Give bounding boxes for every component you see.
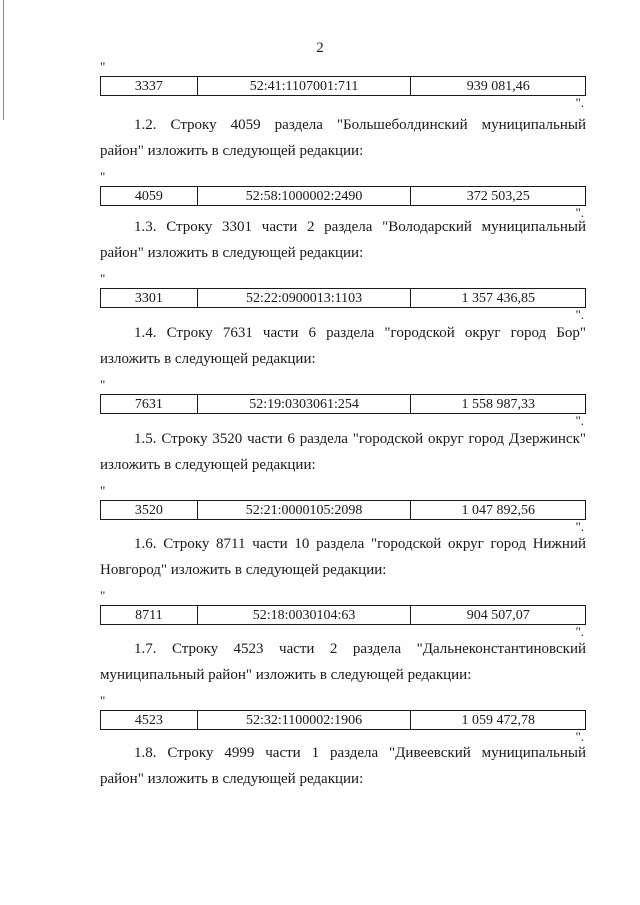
amendment-item-1-4 bbox=[100, 320, 586, 428]
open-quote: " bbox=[100, 271, 106, 286]
paragraph-line-2: изложить в следующей редакции: bbox=[100, 457, 316, 473]
amendment-table-row bbox=[100, 76, 586, 96]
amendment-table-row bbox=[100, 394, 586, 414]
close-quote: ". bbox=[575, 205, 584, 220]
close-quote: ". bbox=[575, 624, 584, 639]
amendment-item-1-7 bbox=[100, 636, 586, 744]
paragraph-line-1: 1.4. Строку 7631 части 6 раздела "городской округ город Бор" bbox=[134, 325, 586, 341]
initial-row-block bbox=[100, 60, 586, 110]
open-quote: " bbox=[100, 588, 106, 603]
paragraph-line-1: 1.2. Строку 4059 раздела "Большеболдинский муниципальный bbox=[134, 117, 586, 133]
row-cadastral-number: 52:19:0303061:254 bbox=[197, 395, 411, 414]
row-code: 3337 bbox=[101, 77, 198, 96]
open-quote: " bbox=[100, 377, 106, 392]
amendment-item-1-8 bbox=[100, 740, 586, 792]
close-quote: ". bbox=[575, 95, 584, 110]
paragraph-line-1: 1.6. Строку 8711 части 10 раздела "городской округ город Нижний bbox=[134, 536, 586, 552]
row-value: 1 357 436,85 bbox=[411, 289, 586, 308]
close-quote: ". bbox=[575, 413, 584, 428]
row-cadastral-number: 52:21:0000105:2098 bbox=[197, 501, 411, 520]
amendment-paragraph bbox=[100, 214, 586, 266]
amendment-item-1-3 bbox=[100, 214, 586, 322]
amendment-paragraph bbox=[100, 740, 586, 792]
amendment-paragraph bbox=[100, 112, 586, 164]
amendment-item-1-6 bbox=[100, 531, 586, 639]
open-quote: " bbox=[100, 693, 106, 708]
row-code: 3301 bbox=[101, 289, 198, 308]
row-value: 372 503,25 bbox=[411, 187, 586, 206]
amendment-item-1-5 bbox=[100, 426, 586, 534]
paragraph-line-1: 1.7. Строку 4523 части 2 раздела "Дальнеконстантиновский bbox=[134, 641, 586, 657]
row-value: 939 081,46 bbox=[411, 77, 586, 96]
paragraph-line-1: 1.3. Строку 3301 части 2 раздела "Володарский муниципальный bbox=[134, 219, 586, 235]
paragraph-line-1: 1.8. Строку 4999 части 1 раздела "Дивеевский муниципальный bbox=[134, 745, 586, 761]
open-quote: " bbox=[100, 59, 106, 74]
amendment-table-row bbox=[100, 288, 586, 308]
row-cadastral-number: 52:58:1000002:2490 bbox=[197, 187, 411, 206]
page-number: 2 bbox=[316, 40, 324, 56]
amendment-table-row bbox=[100, 186, 586, 206]
amendment-item-1-2 bbox=[100, 112, 586, 220]
row-code: 4523 bbox=[101, 711, 198, 730]
paragraph-line-2: район" изложить в следующей редакции: bbox=[100, 245, 364, 261]
row-value: 1 558 987,33 bbox=[411, 395, 586, 414]
open-quote: " bbox=[100, 169, 106, 184]
paragraph-line-2: Новгород" изложить в следующей редакции: bbox=[100, 562, 387, 578]
row-value: 904 507,07 bbox=[411, 606, 586, 625]
close-quote: ". bbox=[575, 729, 584, 744]
paragraph-line-2: муниципальный район" изложить в следующей редакции: bbox=[100, 667, 472, 683]
amendment-table-row bbox=[100, 500, 586, 520]
amendment-table-row bbox=[100, 710, 586, 730]
scan-edge-line bbox=[3, 0, 4, 120]
close-quote: ". bbox=[575, 519, 584, 534]
row-cadastral-number: 52:32:1100002:1906 bbox=[197, 711, 411, 730]
row-code: 4059 bbox=[101, 187, 198, 206]
amendment-table-row bbox=[100, 605, 586, 625]
amendment-paragraph bbox=[100, 426, 586, 478]
amendment-paragraph bbox=[100, 320, 586, 372]
close-quote: ". bbox=[575, 307, 584, 322]
paragraph-line-2: изложить в следующей редакции: bbox=[100, 351, 316, 367]
row-cadastral-number: 52:22:0900013:1103 bbox=[197, 289, 411, 308]
row-cadastral-number: 52:41:1107001:711 bbox=[197, 77, 411, 96]
amendment-paragraph bbox=[100, 531, 586, 583]
paragraph-line-1: 1.5. Строку 3520 части 6 раздела "городской округ город Дзержинск" bbox=[134, 431, 586, 447]
row-cadastral-number: 52:18:0030104:63 bbox=[197, 606, 411, 625]
row-code: 7631 bbox=[101, 395, 198, 414]
open-quote: " bbox=[100, 483, 106, 498]
row-code: 3520 bbox=[101, 501, 198, 520]
row-value: 1 047 892,56 bbox=[411, 501, 586, 520]
row-code: 8711 bbox=[101, 606, 198, 625]
paragraph-line-2: район" изложить в следующей редакции: bbox=[100, 771, 364, 787]
row-value: 1 059 472,78 bbox=[411, 711, 586, 730]
amendment-paragraph bbox=[100, 636, 586, 688]
paragraph-line-2: район" изложить в следующей редакции: bbox=[100, 143, 364, 159]
